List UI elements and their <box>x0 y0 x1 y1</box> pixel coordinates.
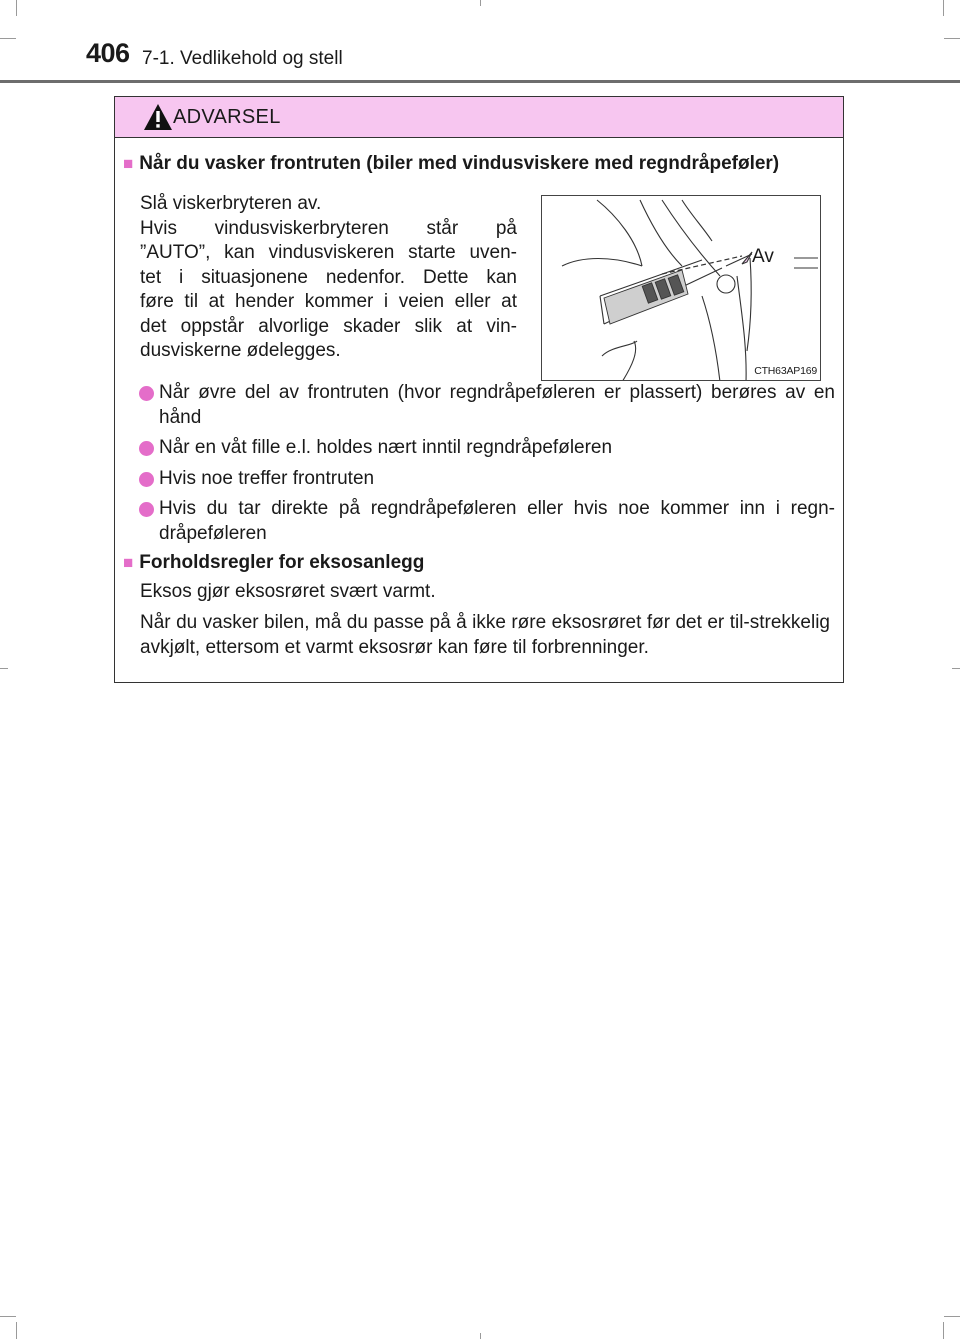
intro-line: Hvis vindusviskerbryteren står på <box>140 217 517 239</box>
section-heading-exhaust <box>123 552 424 574</box>
bullet-text: Når en våt fille e.l. holdes nært inntil regndråpeføleren <box>159 437 613 458</box>
crop-mark <box>952 668 960 669</box>
warning-title: ADVARSEL <box>173 106 281 128</box>
wiper-lever-illustration <box>542 196 821 381</box>
bullet-item <box>137 497 835 546</box>
section-heading-text: Når du vasker frontruten (biler med vindusviskere med regndråpeføler) <box>139 153 780 174</box>
section-heading-text: Forholdsregler for eksosanlegg <box>139 552 425 573</box>
intro-line: tet i situasjonene nedenfor. Dette kan <box>140 266 517 288</box>
crop-mark <box>480 0 481 6</box>
exhaust-paragraph-2: Når du vasker bilen, må du passe på å ikke røre eksosrøret før det er til-strekkelig avkjølt, ettersom et varmt eksosrør kan føre til forbrenninger. <box>140 612 830 658</box>
square-bullet-icon: ■ <box>123 553 134 572</box>
crop-mark <box>943 0 944 16</box>
figure-label-off: Av <box>752 246 774 267</box>
bullet-item <box>137 381 835 430</box>
bullet-text: Hvis du tar direkte på regndråpeføleren eller hvis noe kommer inn i regn-dråpeføleren <box>159 498 835 544</box>
bullet-item <box>137 467 835 492</box>
section-heading-windshield <box>123 153 779 175</box>
intro-line: føre til at hender kommer i veien eller at <box>140 291 517 312</box>
crop-mark <box>480 1333 481 1339</box>
crop-mark <box>0 38 16 39</box>
bullet-dot-icon <box>139 502 154 517</box>
intro-line: Slå viskerbryteren av. <box>140 193 322 214</box>
bullet-dot-icon <box>139 472 154 487</box>
intro-line: dusviskerne ødelegges. <box>140 340 341 361</box>
warning-header <box>115 97 843 138</box>
intro-line: ”AUTO”, kan vindusviskeren starte uven- <box>140 242 517 263</box>
header-rule <box>0 80 960 83</box>
page-number: 406 <box>86 38 130 68</box>
bullet-dot-icon <box>139 441 154 456</box>
exhaust-paragraph-1: Eksos gjør eksosrøret svært varmt. <box>140 581 436 602</box>
intro-line: det oppstår alvorlige skader slik at vin- <box>140 315 517 337</box>
warning-triangle-icon <box>143 103 173 131</box>
figure-code: CTH63AP169 <box>754 365 817 377</box>
crop-mark <box>0 1316 16 1317</box>
crop-mark <box>0 668 8 669</box>
intro-paragraph <box>140 192 517 364</box>
section-title: 7-1. Vedlikehold og stell <box>142 48 343 69</box>
bullet-dot-icon <box>139 386 154 401</box>
crop-mark <box>944 38 960 39</box>
bullet-text: Når øvre del av frontruten (hvor regndråpeføleren er plassert) berøres av en hånd <box>159 382 835 428</box>
bullet-item <box>137 436 835 461</box>
wiper-switch-figure <box>541 195 821 381</box>
bullet-text: Hvis noe treffer frontruten <box>159 468 375 489</box>
crop-mark <box>16 0 17 16</box>
crop-mark <box>943 1322 944 1339</box>
crop-mark <box>16 1322 17 1339</box>
warning-box <box>114 96 844 683</box>
square-bullet-icon: ■ <box>123 154 134 173</box>
crop-mark <box>944 1316 960 1317</box>
